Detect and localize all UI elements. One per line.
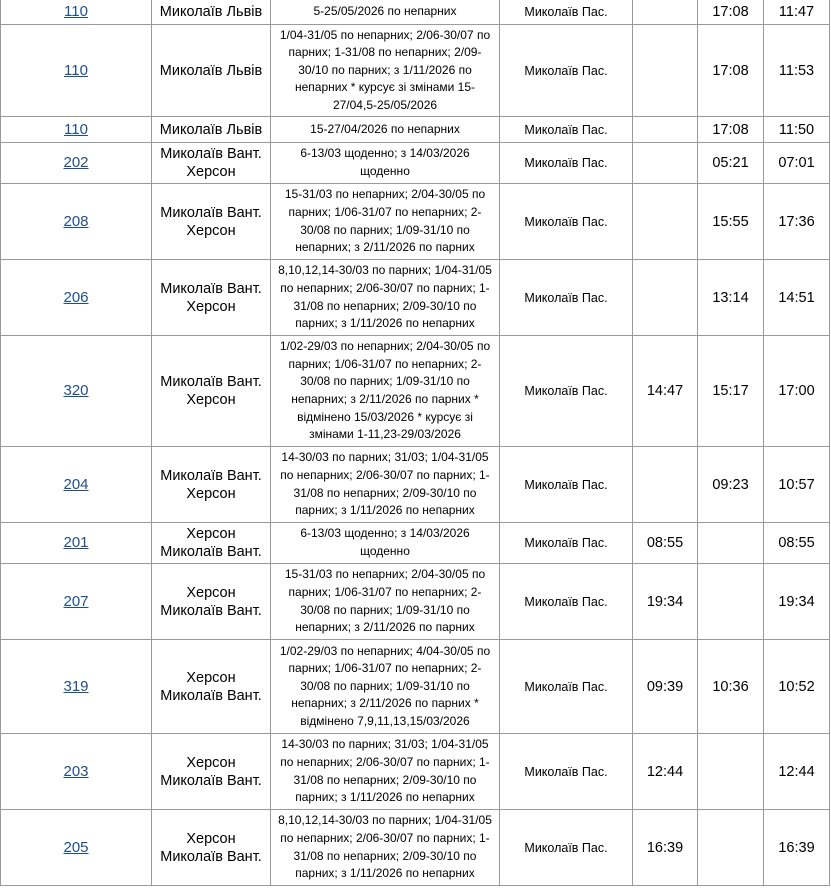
running-days-line: 27/04,5-25/05/2026 xyxy=(332,97,438,112)
running-days-line: 8,10,12,14-30/03 по парних; 1/04-31/05 xyxy=(278,263,492,278)
departure-time-cell: 17:08 xyxy=(698,0,764,25)
train-number-link[interactable]: 110 xyxy=(64,120,88,138)
running-days-line: по непарних; 2/06-30/07 по парних; 1- xyxy=(280,754,490,769)
station-cell: Миколаїв Пас. xyxy=(500,260,633,336)
running-days-line: парних; 1/06-31/07 по непарних; 2- xyxy=(288,584,482,599)
route-station: Херсон xyxy=(186,669,236,686)
train-number-link[interactable]: 205 xyxy=(63,838,89,856)
arrival-time-cell xyxy=(633,143,698,184)
train-number-link[interactable]: 203 xyxy=(63,762,89,780)
running-days-cell xyxy=(271,640,500,734)
train-number-cell xyxy=(1,117,152,143)
station-cell: Миколаїв Пас. xyxy=(500,734,633,810)
table-row xyxy=(1,260,830,336)
running-days-line: 30/10 по парних; з 1/11/2026 по xyxy=(298,62,472,77)
table-row xyxy=(1,523,830,564)
running-days-cell xyxy=(271,143,500,184)
route-station: Миколаїв Вант. xyxy=(160,280,262,297)
route-station: Миколаїв Львів xyxy=(159,121,263,138)
running-days-line: 6-13/03 щоденно; з 14/03/2026 xyxy=(300,146,470,161)
train-number-link[interactable]: 319 xyxy=(63,677,89,695)
running-days-line: 30/08 по парних; 1/09-31/10 по xyxy=(300,678,470,693)
running-days-cell xyxy=(271,25,500,117)
train-number-link[interactable]: 110 xyxy=(64,2,88,20)
station-cell: Миколаїв Пас. xyxy=(500,184,633,260)
route-cell xyxy=(152,184,271,260)
arrival-time-cell: 08:55 xyxy=(633,523,698,564)
running-days-line: 14-30/03 по парних; 31/03; 1/04-31/05 xyxy=(281,450,489,465)
route-station: Миколаїв Вант. xyxy=(160,772,262,789)
running-days-line: 15-27/04/2026 по непарних xyxy=(310,121,460,136)
running-days-line: 1/02-29/03 по непарних; 4/04-30/05 по xyxy=(279,643,491,658)
train-number-cell xyxy=(1,810,152,886)
running-days-cell xyxy=(271,0,500,25)
departure-time-cell: 10:36 xyxy=(698,640,764,734)
running-days-cell xyxy=(271,260,500,336)
table-row xyxy=(1,117,830,143)
route-station: Херсон xyxy=(186,298,236,315)
running-days-line: парних; з 1/11/2026 по непарних xyxy=(295,790,475,805)
train-number-cell xyxy=(1,564,152,640)
station-cell: Миколаїв Пас. xyxy=(500,640,633,734)
end-time-cell: 17:36 xyxy=(764,184,830,260)
running-days-line: 8,10,12,14-30/03 по парних; 1/04-31/05 xyxy=(278,813,492,828)
arrival-time-cell xyxy=(633,25,698,117)
running-days-line: парних; 1-31/08 по непарних; 2/09- xyxy=(288,45,482,60)
route-cell xyxy=(152,523,271,564)
train-number-cell xyxy=(1,447,152,523)
train-number-cell xyxy=(1,523,152,564)
running-days-line: 15-31/03 по непарних; 2/04-30/05 по xyxy=(284,187,486,202)
running-days-line: 14-30/03 по парних; 31/03; 1/04-31/05 xyxy=(281,737,489,752)
running-days-line: парних; з 1/11/2026 по непарних xyxy=(295,316,475,331)
arrival-time-cell: 16:39 xyxy=(633,810,698,886)
end-time-cell: 11:53 xyxy=(764,25,830,117)
end-time-cell: 19:34 xyxy=(764,564,830,640)
running-days-line: 30/08 по парних; 1/09-31/10 по xyxy=(300,222,470,237)
route-station: Херсон xyxy=(186,392,236,408)
running-days-line: парних; з 1/11/2026 по непарних xyxy=(295,866,475,881)
route-station: Херсон xyxy=(186,485,236,502)
train-number-link[interactable]: 204 xyxy=(63,475,89,493)
running-days-cell xyxy=(271,734,500,810)
arrival-time-cell xyxy=(633,117,698,143)
route-station: Миколаїв Вант. xyxy=(160,467,262,484)
running-days-line: 6-13/03 щоденно; з 14/03/2026 xyxy=(300,526,470,541)
schedule-rows xyxy=(1,0,830,886)
route-station: Миколаїв Львів xyxy=(159,3,263,20)
running-days-line: парних; 1/06-31/07 по непарних; 2- xyxy=(288,661,482,676)
running-days-line: непарних; з 2/11/2026 по парних xyxy=(295,620,475,635)
route-cell xyxy=(152,336,271,447)
station-cell: Миколаїв Пас. xyxy=(500,564,633,640)
running-days-line: по непарних; 2/06-30/07 по парних; 1- xyxy=(280,280,490,295)
train-number-cell xyxy=(1,25,152,117)
route-cell xyxy=(152,640,271,734)
route-station: Миколаїв Вант. xyxy=(160,204,262,221)
route-station: Миколаїв Вант. xyxy=(160,374,262,390)
arrival-time-cell: 12:44 xyxy=(633,734,698,810)
route-station: Херсон xyxy=(186,754,236,771)
running-days-line: 31/08 по непарних; 2/09-30/10 по xyxy=(293,772,477,787)
running-days-line: 5-25/05/2026 по непарних xyxy=(313,3,457,18)
running-days-cell xyxy=(271,184,500,260)
end-time-cell: 11:47 xyxy=(764,0,830,25)
running-days-line: 30/08 по парних; 1/09-31/10 по xyxy=(300,374,470,389)
route-cell xyxy=(152,734,271,810)
running-days-line: непарних; з 2/11/2026 по парних * xyxy=(291,392,479,406)
route-station: Херсон xyxy=(186,164,236,180)
table-row xyxy=(1,25,830,117)
table-row xyxy=(1,0,830,25)
train-number-cell xyxy=(1,336,152,447)
table-row xyxy=(1,184,830,260)
station-cell: Миколаїв Пас. xyxy=(500,447,633,523)
end-time-cell: 16:39 xyxy=(764,810,830,886)
running-days-line: 1/04-31/05 по непарних; 2/06-30/07 по xyxy=(279,27,491,42)
route-cell xyxy=(152,117,271,143)
station-cell: Миколаїв Пас. xyxy=(500,25,633,117)
train-number-cell xyxy=(1,640,152,734)
route-station: Херсон xyxy=(186,584,236,601)
running-days-line: непарних * курсує зі змінами 15- xyxy=(294,80,476,95)
running-days-line: відмінено 15/03/2026 * курсує зі xyxy=(297,409,473,424)
route-station: Миколаїв Вант. xyxy=(160,544,262,560)
arrival-time-cell xyxy=(633,447,698,523)
running-days-cell xyxy=(271,117,500,143)
running-days-line: 30/08 по парних; 1/09-31/10 по xyxy=(300,602,470,617)
running-days-line: по непарних; 2/06-30/07 по парних; 1- xyxy=(280,830,490,845)
departure-time-cell xyxy=(698,523,764,564)
departure-time-cell: 17:08 xyxy=(698,25,764,117)
train-number-link[interactable]: 320 xyxy=(63,382,89,399)
running-days-cell xyxy=(271,523,500,564)
route-station: Херсон xyxy=(186,222,236,239)
train-number-cell xyxy=(1,184,152,260)
train-number-cell xyxy=(1,734,152,810)
table-row xyxy=(1,810,830,886)
arrival-time-cell: 14:47 xyxy=(633,336,698,447)
table-row xyxy=(1,447,830,523)
station-cell: Миколаїв Пас. xyxy=(500,523,633,564)
departure-time-cell: 17:08 xyxy=(698,117,764,143)
running-days-cell xyxy=(271,447,500,523)
route-station: Миколаїв Вант. xyxy=(160,848,262,865)
end-time-cell: 10:57 xyxy=(764,447,830,523)
running-days-line: щоденно xyxy=(360,164,410,178)
train-number-cell xyxy=(1,0,152,25)
train-number-link[interactable]: 208 xyxy=(63,212,89,230)
departure-time-cell: 15:17 xyxy=(698,336,764,447)
station-cell: Миколаїв Пас. xyxy=(500,0,633,25)
end-time-cell: 07:01 xyxy=(764,143,830,184)
running-days-cell xyxy=(271,336,500,447)
end-time-cell: 17:00 xyxy=(764,336,830,447)
departure-time-cell: 13:14 xyxy=(698,260,764,336)
departure-time-cell: 09:23 xyxy=(698,447,764,523)
train-number-cell xyxy=(1,260,152,336)
route-cell xyxy=(152,260,271,336)
departure-time-cell xyxy=(698,734,764,810)
running-days-line: відмінено 7,9,11,13,15/03/2026 xyxy=(300,713,470,728)
station-cell: Миколаїв Пас. xyxy=(500,810,633,886)
route-cell xyxy=(152,143,271,184)
running-days-line: непарних; з 2/11/2026 по парних * xyxy=(291,696,479,711)
train-number-link[interactable]: 202 xyxy=(63,154,89,171)
route-station: Миколаїв Вант. xyxy=(160,602,262,619)
station-cell: Миколаїв Пас. xyxy=(500,117,633,143)
running-days-line: 15-31/03 по непарних; 2/04-30/05 по xyxy=(284,567,486,582)
running-days-line: щоденно xyxy=(360,544,410,558)
train-number-link[interactable]: 110 xyxy=(64,61,88,79)
end-time-cell: 10:52 xyxy=(764,640,830,734)
departure-time-cell: 15:55 xyxy=(698,184,764,260)
route-station: Миколаїв Вант. xyxy=(160,146,262,162)
departure-time-cell xyxy=(698,564,764,640)
running-days-line: непарних; з 2/11/2026 по парних xyxy=(295,240,475,255)
route-cell xyxy=(152,25,271,117)
running-days-cell xyxy=(271,810,500,886)
departure-time-cell: 05:21 xyxy=(698,143,764,184)
station-cell: Миколаїв Пас. xyxy=(500,336,633,447)
end-time-cell: 08:55 xyxy=(764,523,830,564)
route-cell xyxy=(152,810,271,886)
running-days-line: парних; 1/06-31/07 по непарних; 2- xyxy=(288,356,482,371)
end-time-cell: 14:51 xyxy=(764,260,830,336)
station-cell: Миколаїв Пас. xyxy=(500,143,633,184)
running-days-line: 31/08 по непарних; 2/09-30/10 по xyxy=(293,485,477,500)
route-station: Херсон xyxy=(186,830,236,847)
train-number-link[interactable]: 207 xyxy=(63,592,89,610)
departure-time-cell xyxy=(698,810,764,886)
running-days-line: 1/02-29/03 по непарних; 2/04-30/05 по xyxy=(279,339,491,354)
train-number-cell xyxy=(1,143,152,184)
running-days-line: 31/08 по непарних; 2/09-30/10 по xyxy=(293,848,477,863)
running-days-cell xyxy=(271,564,500,640)
route-station: Миколаїв Львів xyxy=(159,62,263,79)
route-station: Херсон xyxy=(186,526,236,542)
train-number-link[interactable]: 206 xyxy=(63,288,89,306)
arrival-time-cell xyxy=(633,0,698,25)
route-cell xyxy=(152,564,271,640)
running-days-line: змінами 1-11,23-29/03/2026 xyxy=(309,427,461,442)
arrival-time-cell: 19:34 xyxy=(633,564,698,640)
table-row xyxy=(1,336,830,447)
table-row xyxy=(1,640,830,734)
train-number-link[interactable]: 201 xyxy=(63,534,89,551)
table-row xyxy=(1,564,830,640)
table-row xyxy=(1,734,830,810)
running-days-line: парних; з 1/11/2026 по непарних xyxy=(295,503,475,518)
table-row xyxy=(1,143,830,184)
end-time-cell: 12:44 xyxy=(764,734,830,810)
route-cell xyxy=(152,0,271,25)
arrival-time-cell xyxy=(633,184,698,260)
running-days-line: парних; 1/06-31/07 по непарних; 2- xyxy=(288,204,482,219)
running-days-line: по непарних; 2/06-30/07 по парних; 1- xyxy=(280,467,490,482)
end-time-cell: 11:50 xyxy=(764,117,830,143)
arrival-time-cell xyxy=(633,260,698,336)
route-station: Миколаїв Вант. xyxy=(160,687,262,704)
route-cell xyxy=(152,447,271,523)
arrival-time-cell: 09:39 xyxy=(633,640,698,734)
running-days-line: 31/08 по непарних; 2/09-30/10 по xyxy=(293,298,477,313)
